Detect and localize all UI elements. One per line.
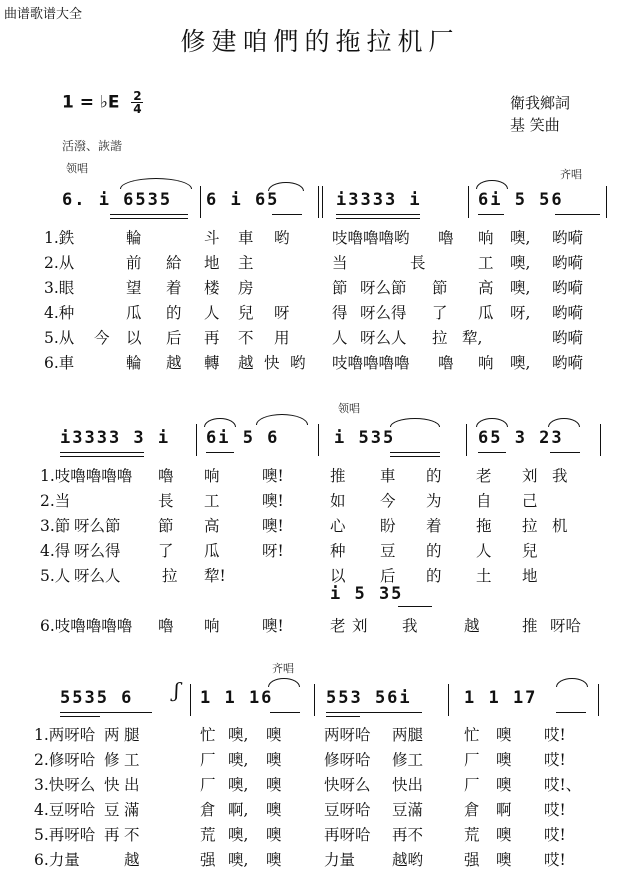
beam <box>60 716 100 717</box>
lyric: 前 <box>126 254 142 272</box>
lyric: 着 <box>166 279 182 297</box>
lyric: 拉 <box>162 567 178 585</box>
beam <box>60 452 144 453</box>
lyric: 拖 <box>476 517 492 535</box>
barline <box>318 424 319 456</box>
lyric: 哟嗬 <box>552 254 584 272</box>
lyric: 越 <box>464 617 480 635</box>
lyric: 人 <box>476 542 492 560</box>
lyric: 的 <box>166 304 182 322</box>
lyric: 修 <box>104 751 120 769</box>
barline <box>200 186 201 218</box>
lyric: 噢, <box>228 851 249 869</box>
beam <box>556 712 586 713</box>
measure-1: 6. i 6535 <box>62 190 173 210</box>
lyric: 5.从 <box>44 329 75 347</box>
lyric: 为 <box>426 492 442 510</box>
measure-5: i3333 3 i <box>60 428 171 448</box>
lyric: 噢, <box>228 751 249 769</box>
lyric: 哟嗬 <box>552 279 584 297</box>
lyric: 心 <box>330 517 346 535</box>
lyric: 两呀哈 <box>324 726 371 744</box>
lyric: 厂 <box>464 751 480 769</box>
lyric: 噢! <box>262 492 284 510</box>
lyric: 兒 <box>238 304 254 322</box>
lyric: 腿 <box>124 726 140 744</box>
lyric: 噢, <box>228 776 249 794</box>
lyric: 推 <box>330 467 346 485</box>
lyric: 老 <box>330 617 346 635</box>
lyric: 哟嗬 <box>552 304 584 322</box>
beam <box>336 218 420 219</box>
composer: 基 笑曲 <box>510 116 560 134</box>
lyric: 再不 <box>392 826 424 844</box>
lyric: 用 <box>274 329 290 347</box>
lyric: 兒 <box>522 542 538 560</box>
lyric: 工 <box>478 254 494 272</box>
lyric: 呀 <box>274 304 290 322</box>
lyric: 4.豆呀哈 <box>34 801 96 819</box>
lyric: 5.人 <box>40 567 71 585</box>
lyric: 呀么得 <box>74 542 121 560</box>
lyric: 哟嗬 <box>552 329 584 347</box>
lyric: 后 <box>166 329 182 347</box>
lead-mark: 领唱 <box>66 162 88 175</box>
lyric: 后 <box>380 567 396 585</box>
lyric: 嚕 <box>158 617 174 635</box>
lyric: 拉 <box>432 329 448 347</box>
lyric: 呀么人 <box>74 567 121 585</box>
lyric: 節 <box>432 279 448 297</box>
lyric: 越哟 <box>392 851 424 869</box>
lyric: 瓜 <box>478 304 494 322</box>
slur <box>268 678 300 687</box>
lyric: 两 <box>104 726 120 744</box>
lyric: 倉 <box>200 801 216 819</box>
lyric: 給 <box>166 254 182 272</box>
lyric: 如 <box>330 492 346 510</box>
slur <box>476 418 508 427</box>
lyric: 我 <box>402 617 418 635</box>
lyric: 瓜 <box>126 304 142 322</box>
measure-2: 6 i 65 <box>206 190 280 210</box>
lyric: 節 <box>158 517 174 535</box>
beam <box>336 214 420 215</box>
verse6-variant-notes: i 5 35 <box>330 584 404 604</box>
beam <box>272 214 302 215</box>
lyric: 2.修呀哈 <box>34 751 96 769</box>
lyric: 犂! <box>204 567 226 585</box>
slur <box>556 678 588 687</box>
lyric: 輪 <box>126 229 142 247</box>
lyric: 工 <box>204 492 220 510</box>
song-title: 修建咱們的拖拉机厂 <box>180 27 460 56</box>
lyric: 越 <box>166 354 182 372</box>
measure-10: 1 1 16 <box>200 688 274 708</box>
lyric: 噢 <box>496 726 512 744</box>
lyric: 了 <box>158 542 174 560</box>
lyric: 瓜 <box>204 542 220 560</box>
lyric: 哎! <box>544 801 566 819</box>
beam <box>390 456 440 457</box>
lyric: 快呀么 <box>324 776 371 794</box>
barline <box>600 424 601 456</box>
lyric: 楼 <box>204 279 220 297</box>
measure-3: i3333 i <box>336 190 422 210</box>
lyric: 哟 <box>274 229 290 247</box>
lyric: 4.种 <box>44 304 75 322</box>
barline <box>466 424 467 456</box>
lyric: 越 <box>124 851 140 869</box>
time-top: 2 <box>133 89 142 103</box>
lyric: 今 <box>94 329 110 347</box>
barline <box>314 684 315 716</box>
lyric: 响 <box>478 229 494 247</box>
measure-8: 65 3 23 <box>478 428 564 448</box>
chorus-mark: 齐唱 <box>272 662 294 675</box>
lyric: 噢, <box>510 229 531 247</box>
lyric: 高 <box>204 517 220 535</box>
lyric: 節 <box>332 279 348 297</box>
lyric: 哎! <box>544 726 566 744</box>
lyric: 自 <box>476 492 492 510</box>
lyric: 呀么節 <box>360 279 407 297</box>
lyric: 倉 <box>464 801 480 819</box>
lyric: 高 <box>478 279 494 297</box>
lyric: 豆滿 <box>392 801 424 819</box>
lyric: 1.两呀哈 <box>34 726 96 744</box>
lyric: 响 <box>478 354 494 372</box>
lyric: 1.鉄 <box>44 229 75 247</box>
lyric: 强 <box>200 851 216 869</box>
lyric: 3.快呀么 <box>34 776 96 794</box>
lyric: 嚕 <box>158 467 174 485</box>
lyric: 長 <box>410 254 426 272</box>
barline <box>190 684 191 716</box>
lyric: 地 <box>204 254 220 272</box>
lyric: 力量 <box>324 851 356 869</box>
barline <box>318 186 323 218</box>
lyric: 推 <box>522 617 538 635</box>
beam <box>390 452 440 453</box>
lyric: 以 <box>126 329 142 347</box>
lyric: 再呀哈 <box>324 826 371 844</box>
lyric: 噢! <box>262 517 284 535</box>
lyric: 吱嚕嚕嚕哟 <box>332 229 410 247</box>
lyric: 了 <box>432 304 448 322</box>
beam <box>326 716 360 717</box>
lyric: 不 <box>124 826 140 844</box>
slur <box>548 418 580 427</box>
barline <box>606 186 607 218</box>
lyric: 哎! <box>544 751 566 769</box>
lyric: 主 <box>238 254 254 272</box>
beam <box>326 712 422 713</box>
lyric: 修工 <box>392 751 424 769</box>
lyric: 噢 <box>266 776 282 794</box>
beam <box>110 214 188 215</box>
lyric: 今 <box>380 492 396 510</box>
lyric: 的 <box>426 542 442 560</box>
time-bottom: 4 <box>133 102 142 116</box>
lyric: 得 <box>332 304 348 322</box>
lyric: 吱嚕嚕嚕嚕 <box>332 354 410 372</box>
lyric: 我 <box>552 467 568 485</box>
beam <box>550 452 580 453</box>
lyric: 呀, <box>510 304 531 322</box>
chorus-mark: 齐唱 <box>560 168 582 181</box>
key-signature <box>62 90 143 115</box>
lyricist: 衛我鄉詞 <box>510 94 571 112</box>
lyric: 拉 <box>522 517 538 535</box>
lyric: 快 <box>264 354 280 372</box>
measure-6: 6i 5 6 <box>206 428 280 448</box>
lyric: 荒 <box>464 826 480 844</box>
lyric: 快 <box>104 776 120 794</box>
lyric: 轉 <box>204 354 220 372</box>
lyric: 响 <box>204 617 220 635</box>
lyric: 4.得 <box>40 542 71 560</box>
accent-mark: ʃ <box>174 678 180 702</box>
lyric: 豆 <box>380 542 396 560</box>
lyric: 車 <box>380 467 396 485</box>
lyric: 呀么得 <box>360 304 407 322</box>
lyric: 再 <box>104 826 120 844</box>
lyric: 地 <box>522 567 538 585</box>
measure-4: 6i 5 56 <box>478 190 564 210</box>
lyric: 犂, <box>462 329 483 347</box>
lyric: 的 <box>426 567 442 585</box>
lyric: 快出 <box>392 776 424 794</box>
lyric: 啊, <box>228 801 249 819</box>
lyric: 噢 <box>496 851 512 869</box>
measure-9: 5535 6 <box>60 688 134 708</box>
measure-12: 1 1 17 <box>464 688 538 708</box>
tempo-marking: 活潑、詼諧 <box>62 139 123 153</box>
lyric: 以 <box>330 567 346 585</box>
lyric: 3.節 <box>40 517 71 535</box>
lyric: 1.吱嚕嚕嚕嚕 <box>40 467 133 485</box>
lyric: 噢 <box>266 751 282 769</box>
lyric: 强 <box>464 851 480 869</box>
lyric: 呀么節 <box>74 517 121 535</box>
lyric: 人 <box>332 329 348 347</box>
lyric: 噢 <box>496 751 512 769</box>
lyric: 修呀哈 <box>324 751 371 769</box>
lyric: 当 <box>332 254 348 272</box>
lyric: 豆 <box>104 801 120 819</box>
slur <box>256 414 308 425</box>
barline <box>448 684 449 716</box>
slur <box>390 418 440 427</box>
lyric: 哎!、 <box>544 776 582 794</box>
lyric: 刘 <box>522 467 538 485</box>
lyric: 出 <box>124 776 140 794</box>
lyric: 噢, <box>510 279 531 297</box>
lyric: 工 <box>124 751 140 769</box>
lyric: 人 <box>204 304 220 322</box>
lyric: 嚕 <box>438 229 454 247</box>
lyric: 房 <box>238 279 254 297</box>
beam <box>110 218 188 219</box>
source-label: 曲谱歌谱大全 <box>4 7 83 22</box>
measure-7: i 535 <box>334 428 396 448</box>
lyric: 呀么人 <box>360 329 407 347</box>
lyric: 响 <box>204 467 220 485</box>
lyric: 噢, <box>228 826 249 844</box>
beam <box>555 214 600 215</box>
lyric: 厂 <box>200 751 216 769</box>
lyric: 呀哈 <box>550 617 582 635</box>
lyric: 6.力量 <box>34 851 80 869</box>
lead-mark: 领唱 <box>338 402 360 415</box>
lyric: 老 <box>476 467 492 485</box>
lyric: 斗 <box>204 229 220 247</box>
lyric: 望 <box>126 279 142 297</box>
beam <box>478 214 504 215</box>
lyric: 忙 <box>464 726 480 744</box>
lyric: 嚕 <box>438 354 454 372</box>
beam <box>60 456 144 457</box>
beam <box>206 452 234 453</box>
lyric: 噢 <box>266 851 282 869</box>
lyric: 厂 <box>200 776 216 794</box>
lyric: 6.吱嚕嚕嚕嚕 <box>40 617 133 635</box>
time-signature <box>131 90 143 115</box>
slur <box>120 178 192 189</box>
lyric: 長 <box>158 492 174 510</box>
lyric: 刘 <box>352 617 368 635</box>
lyric: 噢! <box>262 467 284 485</box>
key-label: 1 = ♭E <box>62 92 120 113</box>
lyric: 着 <box>426 517 442 535</box>
lyric: 噢 <box>266 726 282 744</box>
beam <box>478 452 506 453</box>
lyric: 噢, <box>510 254 531 272</box>
slur <box>476 180 508 189</box>
lyric: 哎! <box>544 851 566 869</box>
lyric: 盼 <box>380 517 396 535</box>
lyric: 呀! <box>262 542 284 560</box>
slur <box>204 418 236 427</box>
barline <box>196 424 197 456</box>
lyric: 土 <box>476 567 492 585</box>
lyric: 噢 <box>266 801 282 819</box>
lyric: 2.从 <box>44 254 75 272</box>
lyric: 啊 <box>496 801 512 819</box>
lyric: 厂 <box>464 776 480 794</box>
beam <box>270 712 300 713</box>
lyric: 种 <box>330 542 346 560</box>
beam <box>398 606 432 607</box>
lyric: 噢 <box>496 776 512 794</box>
lyric: 忙 <box>200 726 216 744</box>
lyric: 6.車 <box>44 354 75 372</box>
lyric: 滿 <box>124 801 140 819</box>
barline <box>468 186 469 218</box>
lyric: 荒 <box>200 826 216 844</box>
lyric: 不 <box>238 329 254 347</box>
measure-11: 553 56i <box>326 688 412 708</box>
lyric: 噢, <box>228 726 249 744</box>
credits <box>510 92 570 136</box>
lyric: 两腿 <box>392 726 424 744</box>
lyric: 噢 <box>266 826 282 844</box>
lyric: 3.眼 <box>44 279 75 297</box>
lyric: 豆呀哈 <box>324 801 371 819</box>
lyric: 2.当 <box>40 492 71 510</box>
lyric: 5.再呀哈 <box>34 826 96 844</box>
lyric: 噢 <box>496 826 512 844</box>
lyric: 的 <box>426 467 442 485</box>
lyric: 己 <box>522 492 538 510</box>
lyric: 哟嗬 <box>552 354 584 372</box>
lyric: 机 <box>552 517 568 535</box>
lyric: 哟嗬 <box>552 229 584 247</box>
lyric: 哟 <box>290 354 306 372</box>
lyric: 噢! <box>262 617 284 635</box>
lyric: 噢, <box>510 354 531 372</box>
lyric: 哎! <box>544 826 566 844</box>
lyric: 車 <box>238 229 254 247</box>
lyric: 越 <box>238 354 254 372</box>
barline <box>598 684 599 716</box>
lyric: 再 <box>204 329 220 347</box>
lyric: 輪 <box>126 354 142 372</box>
beam <box>60 712 152 713</box>
